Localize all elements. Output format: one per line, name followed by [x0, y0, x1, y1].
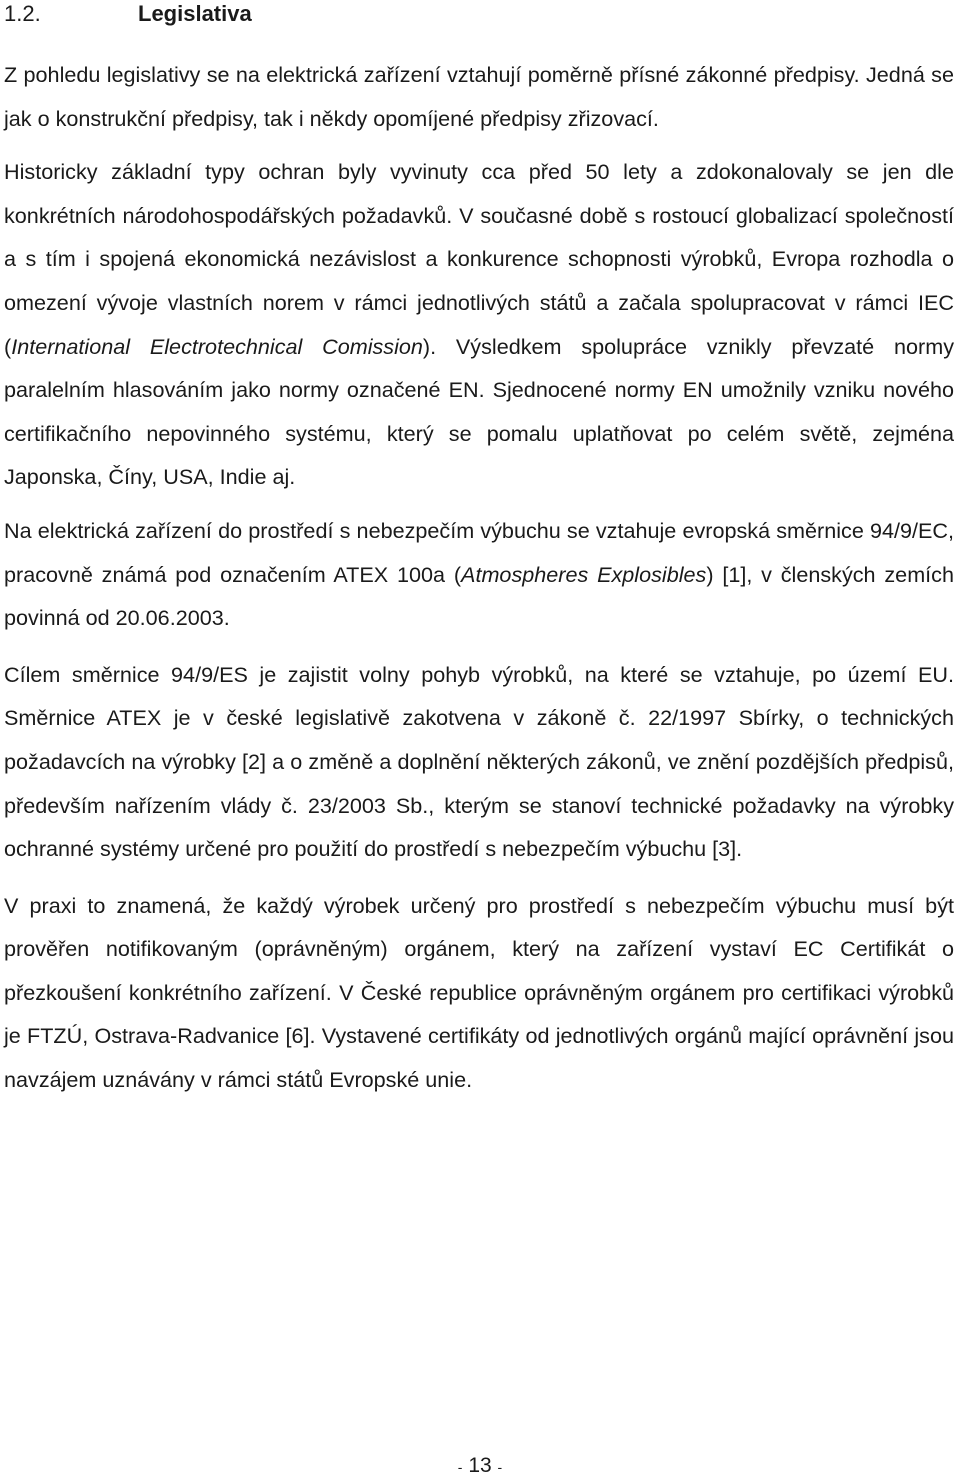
section-title: Legislativa: [138, 1, 252, 26]
paragraph-atex-text-b: ) [1], v členských zemích povinná od 20.06.2003.: [4, 561, 954, 631]
paragraph-history-text-b: ). Výsledkem spolupráce vznikly převzaté normy paralelním hlasováním jako normy označené EN. Sjednocené normy EN umožnily vzniku nového certifikačního nepovinného systému, který se pomalu uplatňovat po celém světě, zejména Japonska, Číny, USA, Indie aj.: [4, 333, 954, 490]
paragraph-intro: Z pohledu legislativy se na elektrická zařízení vztahují poměrně přísné zákonné předpisy. Jedná se jak o konstrukční předpisy, tak i někdy opomíjené předpisy zřizovací.: [4, 62, 954, 131]
section-number: 1.2.: [4, 1, 41, 26]
document-page: [4, 0, 954, 1102]
paragraph-history: [4, 150, 954, 499]
paragraph-history-italic: International Electrotechnical Comission: [11, 333, 423, 359]
paragraph-practice: V praxi to znamená, že každý výrobek určený pro prostředí s nebezpečím výbuchu musí být prověřen notifikovaným (oprávněným) orgánem, který na zařízení vystaví EC Certifikát o přezkoušení konkrétního zařízení. V České republice oprávněným orgánem pro certifikaci výrobků je FTZÚ, Ostrava-Radvanice [6]. Vystavené certifikáty od jednotlivých orgánů mající oprávnění jsou navzájem uznávány v rámci států Evropské unie.: [4, 892, 954, 1093]
page-number: 13: [468, 1454, 492, 1477]
page-footer: [0, 1453, 960, 1480]
paragraph-atex-italic: Atmospheres Explosibles: [461, 561, 707, 587]
paragraph-directive-goal: Cílem směrnice 94/9/ES je zajistit volny pohyb výrobků, na které se vztahuje, po území EU. Směrnice ATEX je v české legislativě zakotvena v zákoně č. 22/1997 Sbírky, o technických požadavcích na výrobky [2] a o změně a doplnění některých zákonů, ve znění pozdějších předpisů, především nařízením vlády č. 23/2003 Sb., kterým se stanoví technické požadavky na výrobky ochranné systémy určené pro použití do prostředí s nebezpečím výbuchu [3].: [4, 661, 954, 862]
page-number-dash-right: -: [497, 1459, 503, 1475]
paragraph-atex-directive: [4, 509, 954, 640]
section-heading: [4, 0, 954, 28]
page-number-dash-left: -: [457, 1459, 463, 1475]
paragraph-atex-text-a: Na elektrická zařízení do prostředí s nebezpečím výbuchu se vztahuje evropská směrnice 94/9/EC, pracovně známá pod označením ATEX 100a (: [4, 517, 954, 587]
paragraph-history-text-a: Historicky základní typy ochran byly vyvinuty cca před 50 lety a zdokonalovaly se jen dle konkrétních národohospodářských požadavků. V současné době s rostoucí globalizací společností a s tím i spojená ekonomická nezávislost a konkurence schopnosti výrobků, Evropa rozhodla o omezení vývoje vlastních norem v rámci jednotlivých států a začala spolupracovat v rámci IEC (: [4, 159, 954, 359]
